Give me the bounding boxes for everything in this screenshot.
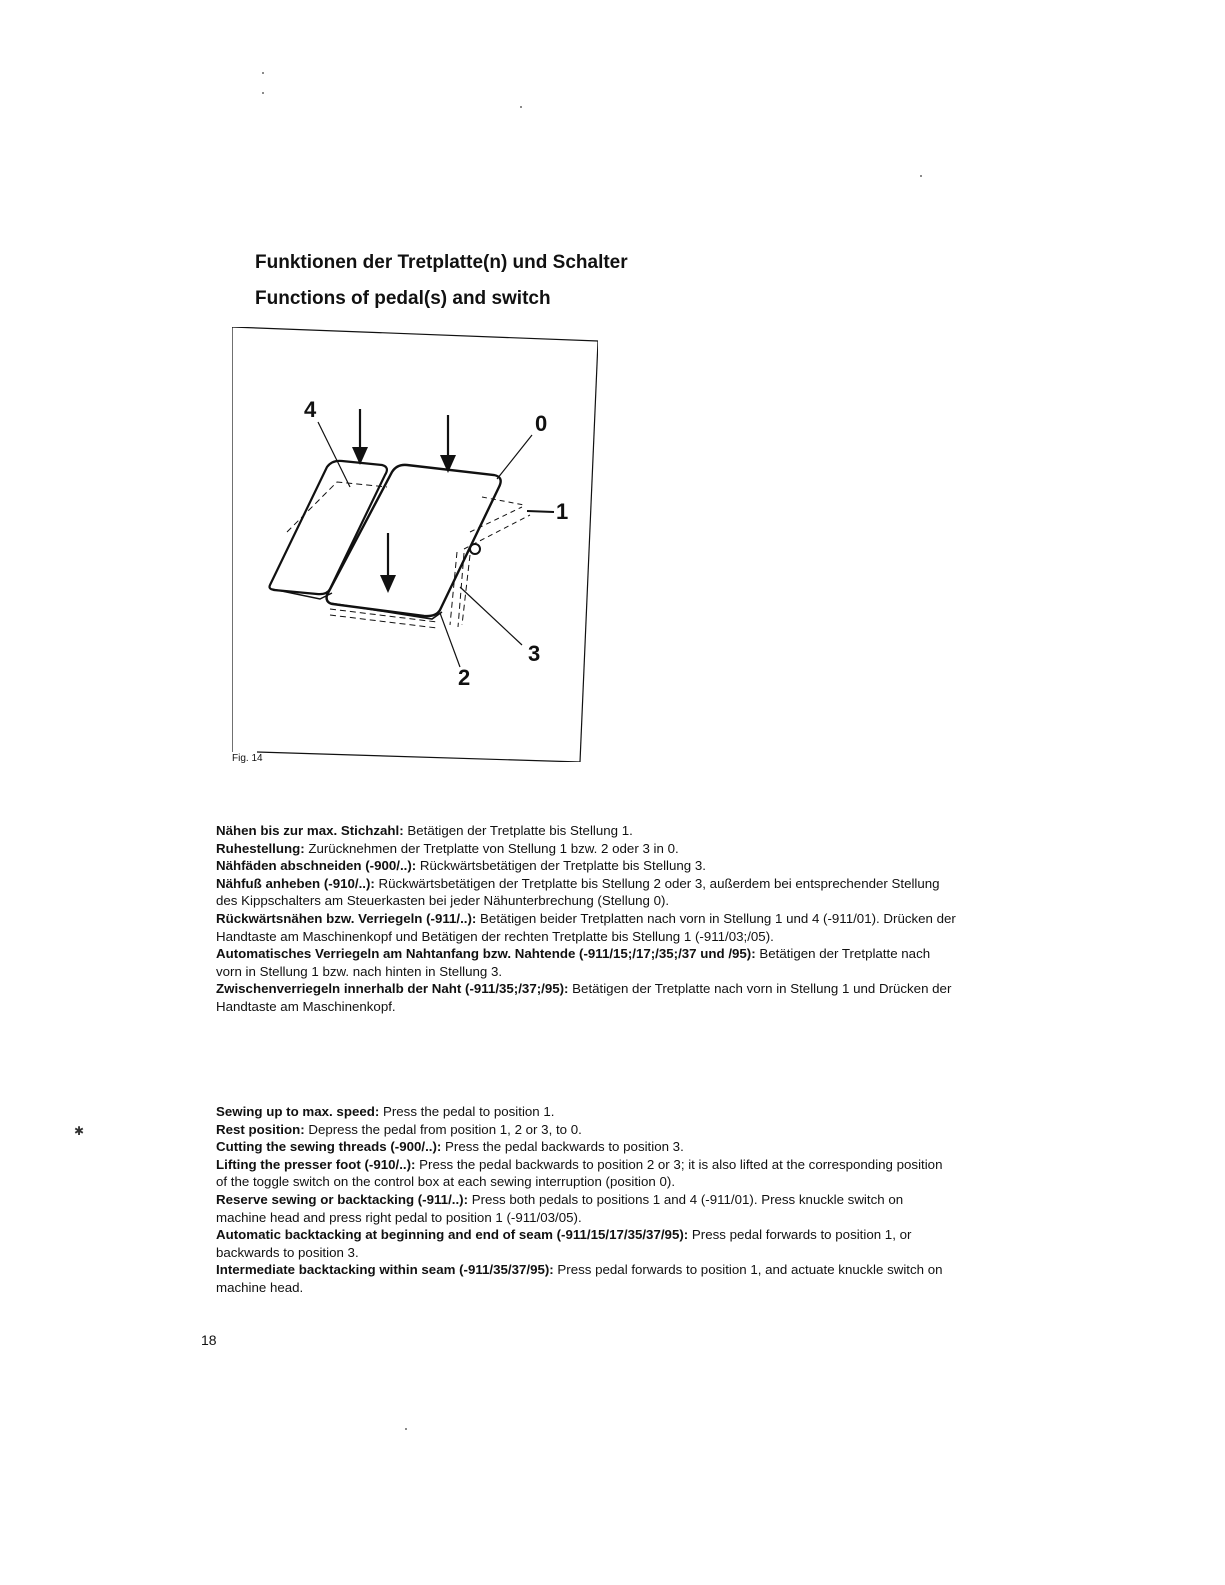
figure-caption: Fig. 14 [232,753,263,764]
english-item-term: Automatic backtacking at beginning and end of seam (-911/15/17/35/37/95): [216,1227,689,1243]
english-item-text: Press the pedal to position 1. [379,1104,555,1119]
leader-line-2 [440,613,460,667]
frame-bottom-line [257,752,580,762]
scan-speck [520,106,522,108]
figure-label-3: 3 [528,641,541,666]
german-item-term: Nähfäden abschneiden (-900/..): [216,858,417,874]
german-item-text: Betätigen beider Tretplatten nach vorn in Stellung 1 und 4 (-911/01). Drücken der Handtaste am Maschinenkopf und Betätigen der rechten Tretplatte bis Stellung 1 (-911/03;/05). [216,910,956,944]
english-item-term: Cutting the sewing threads (-900/..): [216,1139,442,1155]
german-item-text: Betätigen der Tretplatte nach vorn in Stellung 1 bzw. nach hinten in Stellung 3. [216,946,931,979]
leader-line-1 [527,511,554,512]
heading-german: Funktionen der Tretplatte(n) und Schalter [255,252,628,273]
german-item-term: Automatisches Verriegeln am Nahtanfang bzw. Nahtende (-911/15;/17;/35;/37 und /95): [216,946,756,962]
german-item [216,945,956,980]
german-item [216,840,956,858]
left-pedal-shape [270,461,387,594]
german-item-term: Rückwärtsnähen bzw. Verriegeln (-911/..): [216,910,477,926]
scan-speck [262,92,264,94]
figure-label-4: 4 [304,397,317,422]
german-item-term: Nähfuß anheben (-910/..): [216,875,375,891]
heading-english: Functions of pedal(s) and switch [255,288,551,309]
scan-speck [920,175,922,177]
english-item-term: Sewing up to max. speed: [216,1104,380,1119]
english-instructions [216,1103,956,1297]
figure-label-2: 2 [458,665,471,690]
english-item-text: Press pedal forwards to position 1, or backwards to position 3. [216,1227,912,1260]
arrow-front-down-icon [380,575,396,593]
english-item-text: Press the pedal backwards to position 3. [441,1139,684,1155]
german-item [216,980,956,1015]
german-item [216,857,956,875]
german-item [216,875,956,910]
english-item-term: Rest position: [216,1121,305,1137]
english-item [216,1261,956,1296]
english-item [216,1191,956,1226]
scan-mark-icon: ✱ [74,1124,85,1138]
english-item-term: Lifting the presser foot (-910/..): [216,1156,416,1172]
frame-top-line [232,327,598,341]
english-item [216,1121,956,1139]
page-number: 18 [201,1332,217,1348]
scan-speck [262,72,264,74]
english-item-text: Press the pedal backwards to position 2 or 3; it is also lifted at the corresponding position of the toggle switch on the control box at each sewing interruption (position 0). [216,1156,943,1190]
german-item-text: Rückwärtsbetätigen der Tretplatte bis Stellung 2 oder 3, außerdem bei entsprechender Stellung des Kippschalters am Steuerkasten bei jeder Nähunterbrechung (Stellung 0). [216,875,940,909]
german-item-text: Zurücknehmen der Tretplatte von Stellung 1 bzw. 2 oder 3 in 0. [304,840,679,856]
german-item [216,822,956,840]
left-pedal-dashed-position [287,482,387,532]
english-item [216,1226,956,1261]
english-item-term: Intermediate backtacking within seam (-911/35/37/95): [216,1262,554,1278]
english-item-term: Reserve sewing or backtacking (-911/..): [216,1191,469,1207]
german-item-term: Nähen bis zur max. Stichzahl: [216,823,404,838]
leader-line-0 [497,435,532,479]
scan-speck [405,1428,407,1430]
frame-right-line [580,341,598,762]
english-item [216,1156,956,1191]
pedal-figure [232,327,598,762]
german-item-text: Rückwärtsbetätigen der Tretplatte bis Stellung 3. [416,858,706,874]
leader-line-3 [460,587,522,645]
english-item-text: Depress the pedal from position 1, 2 or 3, to 0. [304,1121,582,1137]
german-instructions [216,822,956,1016]
english-item [216,1138,956,1156]
english-item [216,1103,956,1121]
german-item-text: Betätigen der Tretplatte bis Stellung 1. [403,823,633,838]
german-item [216,910,956,945]
figure-label-1: 1 [556,499,569,524]
german-item-term: Zwischenverriegeln innerhalb der Naht (-911/35;/37;/95): [216,981,569,997]
german-item-term: Ruhestellung: [216,840,305,856]
figure-label-0: 0 [535,411,548,436]
english-item-text: Press pedal forwards to position 1, and actuate knuckle switch on machine head. [216,1262,943,1295]
pedal-hinge [470,544,480,554]
english-item-text: Press both pedals to positions 1 and 4 (-911/01). Press knuckle switch on machine head and press right pedal to position 1 (-911/03/05). [216,1191,904,1225]
german-item-text: Betätigen der Tretplatte nach vorn in Stellung 1 und Drücken der Handtaste am Maschinenkopf. [216,981,952,1014]
